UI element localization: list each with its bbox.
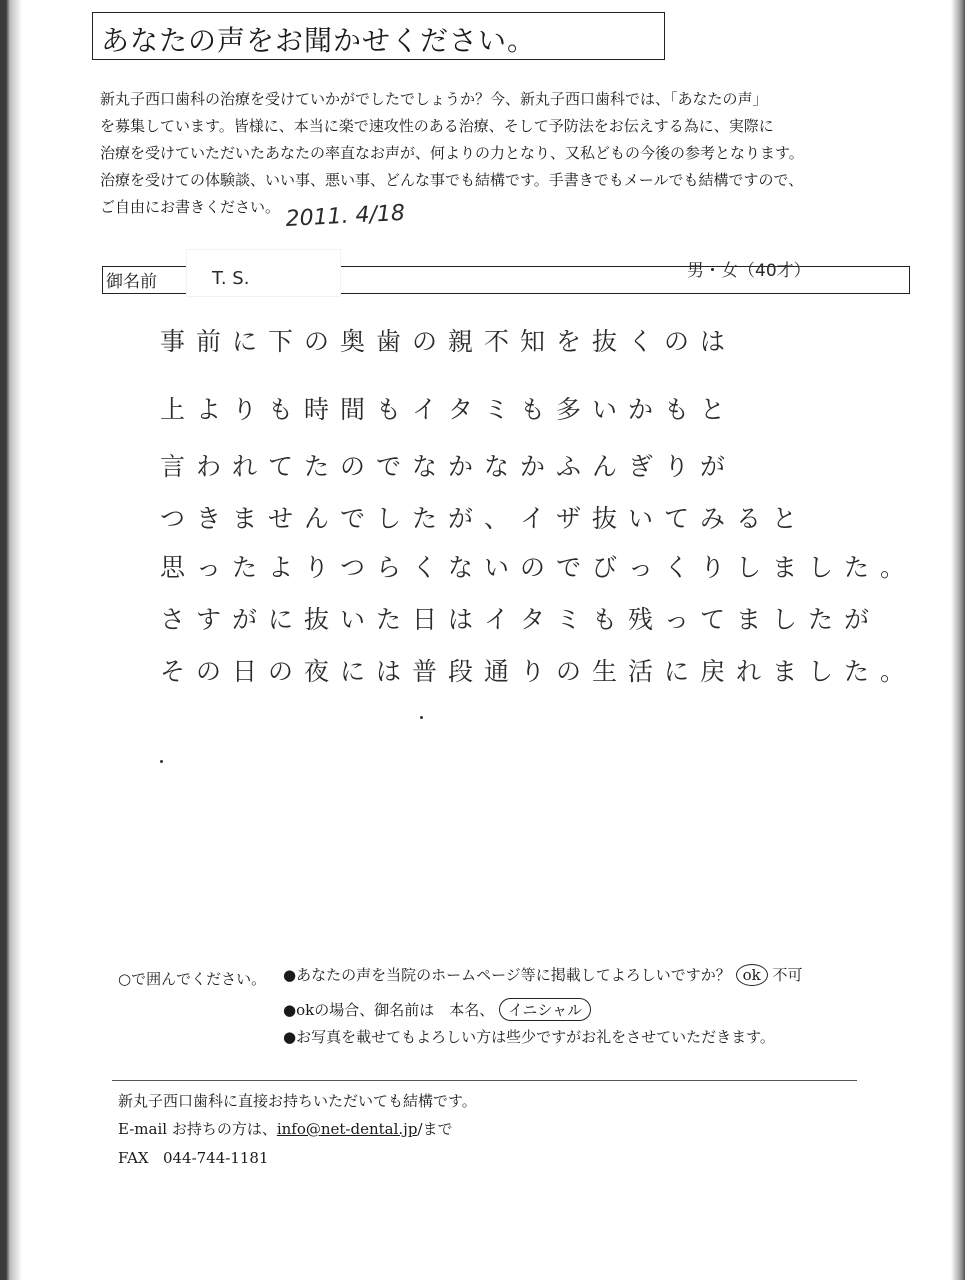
intro-line: 新丸子西口歯科の治療を受けていかがでしたでしょうか？今、新丸子西口歯科では、「あなたの声」 — [100, 90, 768, 108]
handwritten-date: 2011. 4/18 — [285, 200, 406, 232]
name-cover-patch — [187, 250, 340, 296]
option-ok-circled: ok — [736, 964, 768, 986]
scan-left-edge — [0, 0, 22, 1280]
divider — [112, 1080, 857, 1081]
scan-right-edge — [951, 0, 965, 1280]
stray-dot — [420, 716, 423, 719]
gender-age: 男・女（40才） — [687, 261, 811, 281]
email-suffix: /まで — [417, 1120, 453, 1138]
option-ng: 不可 — [772, 966, 803, 984]
option-name-prefix: ●okの場合、御名前は 本名、 — [283, 1001, 495, 1019]
fax-label: FAX — [118, 1149, 149, 1167]
email-link[interactable]: info@net-dental.jp — [276, 1120, 418, 1138]
option-publish — [283, 964, 803, 986]
stray-dot — [160, 760, 163, 763]
testimonial-line: その日の夜には普段通りの生活に戻れました。 — [160, 657, 917, 686]
testimonial-line: 言われてたのでなかなかふんぎりが — [160, 452, 737, 481]
intro-line: 治療を受けての体験談、いい事、悪い事、どんな事でも結構です。手書きでもメールでも結構ですので、 — [100, 171, 804, 189]
contact-line-email — [118, 1118, 453, 1139]
testimonial-line: つきませんでしたが、イザ抜いてみると — [160, 504, 809, 533]
email-prefix: E-mail お持ちの方は、 — [118, 1120, 277, 1138]
testimonial-line: 事前に下の奥歯の親不知を抜くのは — [160, 327, 737, 356]
contact-line-fax — [118, 1149, 269, 1167]
options-lead: ○で囲んでください。 — [118, 970, 267, 988]
name-value: T. S. — [212, 268, 250, 289]
page-title: あなたの声をお聞かせください。 — [101, 24, 537, 57]
title-box — [92, 12, 665, 60]
name-label: 御名前 — [106, 272, 157, 292]
option-name-type — [283, 998, 591, 1021]
testimonial-line: さすがに抜いた日はイタミも残ってましたが — [160, 605, 881, 634]
intro-line: 治療を受けていただいたあなたの率直なお声が、何よりの力となり、又私どもの今後の参考となります。 — [100, 144, 804, 162]
fax-number: 044-744-1181 — [162, 1149, 269, 1167]
intro-line: を募集しています。皆様に、本当に楽で速攻性のある治療、そして予防法をお伝えする為に、実際に — [100, 117, 774, 135]
testimonial-line: 思ったよりつらくないのでびっくりしました。 — [160, 553, 917, 582]
option-publish-question: ●あなたの声を当院のホームページ等に掲載してよろしいですか？ — [283, 966, 731, 984]
intro-paragraph — [100, 86, 890, 221]
intro-line: ご自由にお書きください。 — [100, 198, 281, 216]
contact-line-direct: 新丸子西口歯科に直接お持ちいただいても結構です。 — [118, 1092, 477, 1110]
option-initial-circled: イニシャル — [499, 998, 591, 1021]
testimonial-line: 上よりも時間もイタミも多いかもと — [160, 395, 737, 424]
name-row — [102, 250, 910, 292]
option-photo: ●お写真を載せてもよろしい方は些少ですがお礼をさせていただきます。 — [283, 1028, 775, 1046]
